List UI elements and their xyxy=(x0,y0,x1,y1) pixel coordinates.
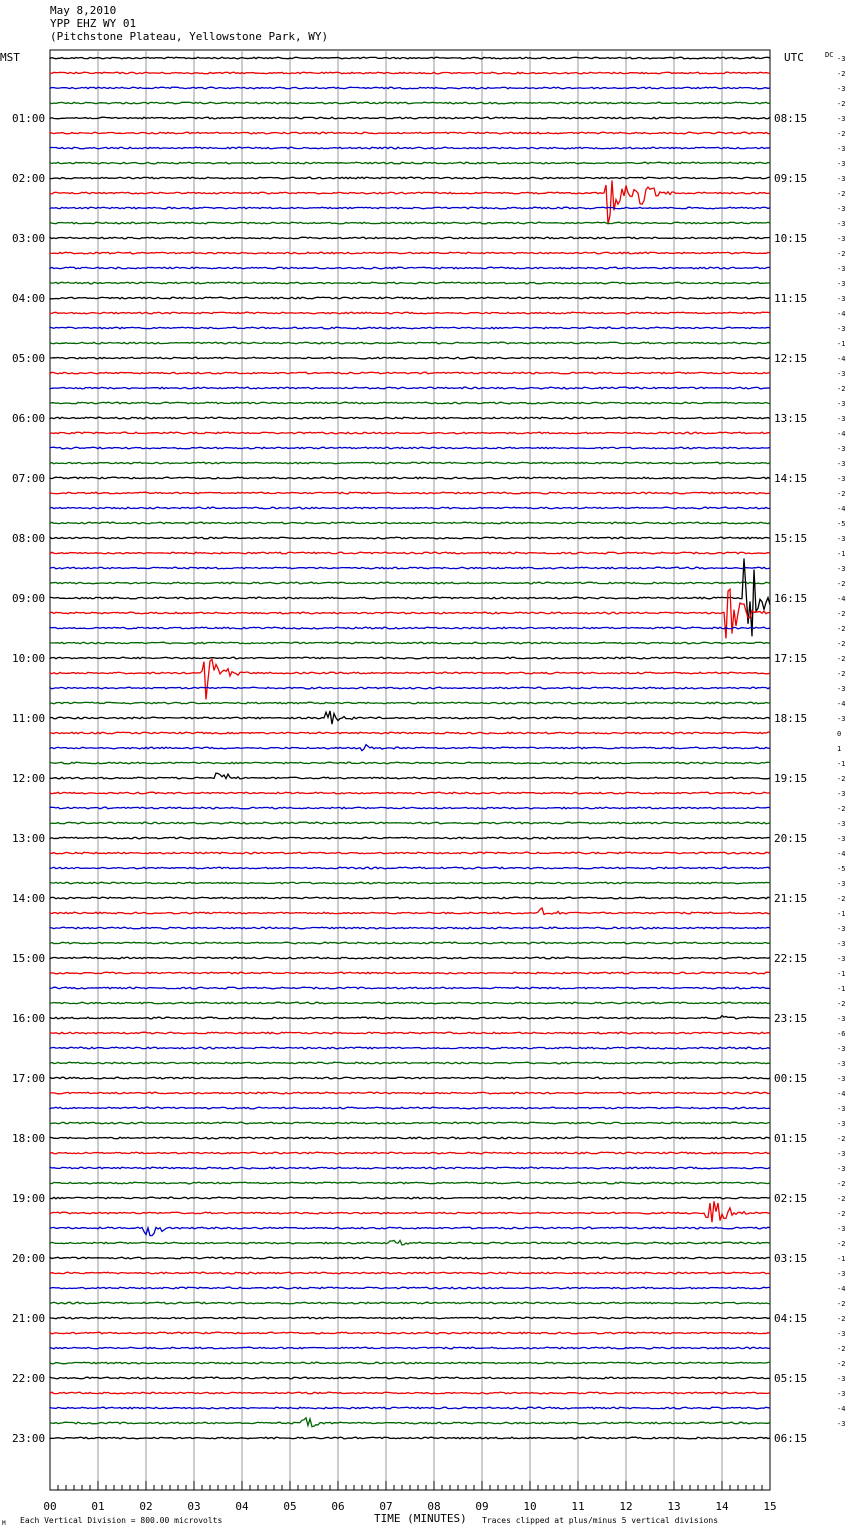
dc-offset-label: -2 xyxy=(837,625,846,633)
dc-offset-label: -3 xyxy=(837,445,846,453)
trace-row-42 xyxy=(50,687,770,689)
left-hour-labels xyxy=(12,112,45,1445)
dc-offset-label: -2 xyxy=(837,895,846,903)
footer-scale: Each Vertical Division = 800.00 microvolts xyxy=(20,1516,223,1525)
dc-offset-label: -3 xyxy=(837,325,846,333)
x-tick-label-09: 09 xyxy=(475,1500,489,1513)
x-tick-label-13: 13 xyxy=(667,1500,681,1513)
right-hour-label-9: 17:15 xyxy=(774,652,808,665)
dc-offset-label: -3 xyxy=(837,955,846,963)
dc-offset-label: -1 xyxy=(837,910,846,918)
trace-row-21 xyxy=(50,372,770,374)
trace-row-55 xyxy=(50,882,770,884)
trace-row-47 xyxy=(50,762,770,764)
trace-row-87 xyxy=(50,1362,770,1364)
trace-row-74 xyxy=(50,1167,770,1169)
trace-row-20 xyxy=(50,357,770,359)
right-hour-label-8: 16:15 xyxy=(774,592,808,605)
left-zone-label: MST xyxy=(0,51,20,64)
trace-row-50 xyxy=(50,807,770,809)
x-tick-label-04: 04 xyxy=(235,1500,249,1513)
trace-row-36 xyxy=(50,559,770,637)
dc-offset-label: -2 xyxy=(837,1300,846,1308)
x-tick-label-11: 11 xyxy=(571,1500,585,1513)
dc-offset-label: -3 xyxy=(837,205,846,213)
trace-row-64 xyxy=(50,1016,770,1019)
left-hour-label-10: 11:00 xyxy=(12,712,46,725)
dc-offset-label: -2 xyxy=(837,655,846,663)
dc-offset-label: -2 xyxy=(837,70,846,78)
trace-row-75 xyxy=(50,1182,770,1184)
dc-offset-label: -3 xyxy=(837,1150,846,1158)
dc-offset-label: -3 xyxy=(837,1390,846,1398)
trace-row-63 xyxy=(50,1002,770,1004)
left-hour-label-8: 09:00 xyxy=(12,592,46,605)
trace-row-35 xyxy=(50,582,770,584)
dc-offset-label: -3 xyxy=(837,265,846,273)
dc-offset-label: -3 xyxy=(837,1075,846,1083)
dc-offset-label: -5 xyxy=(837,520,846,528)
x-axis xyxy=(43,1481,776,1513)
dc-offset-label: -1 xyxy=(837,985,846,993)
right-hour-label-22: 06:15 xyxy=(774,1432,808,1445)
right-hour-label-18: 02:15 xyxy=(774,1192,808,1205)
dc-offset-label: -3 xyxy=(837,85,846,93)
x-axis-title: TIME (MINUTES) xyxy=(374,1512,467,1525)
trace-row-60 xyxy=(50,957,770,959)
trace-row-18 xyxy=(50,327,770,329)
trace-row-76 xyxy=(50,1197,770,1199)
right-zone-label: UTC xyxy=(784,51,804,64)
trace-row-7 xyxy=(50,162,770,164)
x-tick-label-01: 01 xyxy=(91,1500,105,1513)
dc-offset-label: -3 xyxy=(837,1165,846,1173)
x-tick-label-08: 08 xyxy=(427,1500,441,1513)
right-hour-label-5: 13:15 xyxy=(774,412,808,425)
dc-offset-label: -2 xyxy=(837,1195,846,1203)
trace-row-16 xyxy=(50,297,770,299)
trace-row-84 xyxy=(50,1317,770,1319)
dc-offset-label: -3 xyxy=(837,1420,846,1428)
right-hour-label-11: 19:15 xyxy=(774,772,808,785)
trace-row-92 xyxy=(50,1437,770,1439)
dc-offset-label: -3 xyxy=(837,1045,846,1053)
trace-row-73 xyxy=(50,1152,770,1154)
trace-row-58 xyxy=(50,927,770,929)
trace-row-14 xyxy=(50,267,770,269)
trace-row-52 xyxy=(50,837,770,839)
right-hour-label-7: 15:15 xyxy=(774,532,808,545)
trace-row-86 xyxy=(50,1347,770,1349)
trace-row-1 xyxy=(50,72,770,74)
left-hour-label-7: 08:00 xyxy=(12,532,46,545)
trace-row-83 xyxy=(50,1302,770,1304)
chart-header-station: YPP EHZ WY 01 xyxy=(50,17,137,30)
trace-row-17 xyxy=(50,312,770,314)
dc-offset-label: -2 xyxy=(837,1315,846,1323)
trace-row-77 xyxy=(50,1201,770,1222)
trace-row-39 xyxy=(50,642,770,644)
left-hour-label-9: 10:00 xyxy=(12,652,46,665)
trace-row-26 xyxy=(50,447,770,449)
dc-offset-label: -2 xyxy=(837,130,846,138)
trace-row-0 xyxy=(50,57,770,59)
dc-offset-labels xyxy=(837,55,845,1428)
right-hour-labels xyxy=(774,112,807,1445)
trace-row-24 xyxy=(50,417,770,419)
dc-offset-label: -2 xyxy=(837,610,846,618)
trace-row-30 xyxy=(50,507,770,509)
trace-row-53 xyxy=(50,852,770,854)
trace-row-62 xyxy=(50,987,770,989)
dc-header-label: DC xyxy=(825,51,834,59)
trace-row-79 xyxy=(50,1240,770,1245)
dc-offset-label: -2 xyxy=(837,490,846,498)
trace-row-23 xyxy=(50,402,770,404)
trace-row-54 xyxy=(50,867,770,869)
dc-offset-label: -2 xyxy=(837,1000,846,1008)
trace-row-44 xyxy=(50,711,770,724)
trace-row-89 xyxy=(50,1392,770,1394)
right-hour-label-6: 14:15 xyxy=(774,472,808,485)
dc-offset-label: -1 xyxy=(837,1255,846,1263)
x-tick-label-10: 10 xyxy=(523,1500,537,1513)
dc-offset-label: -3 xyxy=(837,940,846,948)
trace-row-3 xyxy=(50,102,770,104)
right-hour-label-3: 11:15 xyxy=(774,292,808,305)
left-hour-label-1: 02:00 xyxy=(12,172,46,185)
trace-row-82 xyxy=(50,1287,770,1289)
trace-row-48 xyxy=(50,773,770,779)
dc-offset-label: -4 xyxy=(837,595,846,603)
dc-offset-label: -2 xyxy=(837,1135,846,1143)
x-tick-label-00: 00 xyxy=(43,1500,57,1513)
dc-offset-label: -3 xyxy=(837,535,846,543)
dc-offset-label: -3 xyxy=(837,175,846,183)
dc-offset-label: -3 xyxy=(837,220,846,228)
trace-row-4 xyxy=(50,117,770,119)
left-hour-label-17: 18:00 xyxy=(12,1132,46,1145)
dc-offset-label: -3 xyxy=(837,115,846,123)
dc-offset-label: -3 xyxy=(837,1225,846,1233)
right-hour-label-13: 21:15 xyxy=(774,892,808,905)
dc-offset-label: -3 xyxy=(837,1105,846,1113)
dc-offset-label: -4 xyxy=(837,700,846,708)
dc-offset-label: -2 xyxy=(837,1180,846,1188)
left-hour-label-21: 22:00 xyxy=(12,1372,46,1385)
x-tick-label-15: 15 xyxy=(763,1500,777,1513)
x-tick-label-07: 07 xyxy=(379,1500,393,1513)
right-hour-label-10: 18:15 xyxy=(774,712,808,725)
x-tick-label-05: 05 xyxy=(283,1500,297,1513)
dc-offset-label: -3 xyxy=(837,835,846,843)
left-hour-label-12: 13:00 xyxy=(12,832,46,845)
left-hour-label-18: 19:00 xyxy=(12,1192,46,1205)
trace-row-66 xyxy=(50,1047,770,1049)
left-hour-label-3: 04:00 xyxy=(12,292,46,305)
dc-offset-label: -1 xyxy=(837,340,846,348)
dc-offset-label: -3 xyxy=(837,820,846,828)
dc-offset-label: -4 xyxy=(837,1090,846,1098)
left-hour-label-14: 15:00 xyxy=(12,952,46,965)
dc-offset-label: -4 xyxy=(837,355,846,363)
trace-row-91 xyxy=(50,1418,770,1427)
dc-offset-label: -3 xyxy=(837,370,846,378)
footer-clip-note: Traces clipped at plus/minus 5 vertical divisions xyxy=(482,1516,719,1525)
trace-row-72 xyxy=(50,1137,770,1139)
trace-row-46 xyxy=(50,745,770,751)
dc-offset-label: -3 xyxy=(837,1015,846,1023)
dc-offset-label: -2 xyxy=(837,640,846,648)
dc-offset-label: -3 xyxy=(837,1330,846,1338)
trace-row-80 xyxy=(50,1257,770,1259)
trace-row-41 xyxy=(50,659,770,699)
left-hour-label-13: 14:00 xyxy=(12,892,46,905)
trace-row-38 xyxy=(50,627,770,629)
dc-offset-label: -2 xyxy=(837,1345,846,1353)
right-hour-label-21: 05:15 xyxy=(774,1372,808,1385)
trace-row-34 xyxy=(50,567,770,569)
dc-offset-label: -3 xyxy=(837,295,846,303)
left-hour-label-15: 16:00 xyxy=(12,1012,46,1025)
dc-offset-label: -3 xyxy=(837,1375,846,1383)
dc-offset-label: -3 xyxy=(837,1120,846,1128)
dc-offset-label: -4 xyxy=(837,1285,846,1293)
right-hour-label-4: 12:15 xyxy=(774,352,808,365)
trace-row-2 xyxy=(50,87,770,89)
trace-row-57 xyxy=(50,908,770,915)
dc-offset-label: -5 xyxy=(837,865,846,873)
right-hour-label-20: 04:15 xyxy=(774,1312,808,1325)
x-tick-label-14: 14 xyxy=(715,1500,729,1513)
left-hour-label-2: 03:00 xyxy=(12,232,46,245)
trace-row-15 xyxy=(50,282,770,284)
dc-offset-label: -3 xyxy=(837,235,846,243)
dc-offset-label: -2 xyxy=(837,100,846,108)
trace-row-32 xyxy=(50,537,770,539)
left-hour-label-16: 17:00 xyxy=(12,1072,46,1085)
dc-offset-label: 1 xyxy=(837,745,842,753)
trace-row-22 xyxy=(50,387,770,389)
footer-mark: M xyxy=(2,1520,6,1527)
right-hour-label-0: 08:15 xyxy=(774,112,808,125)
left-hour-label-19: 20:00 xyxy=(12,1252,46,1265)
left-hour-label-6: 07:00 xyxy=(12,472,46,485)
dc-offset-label: -3 xyxy=(837,280,846,288)
dc-offset-label: -2 xyxy=(837,250,846,258)
right-hour-label-19: 03:15 xyxy=(774,1252,808,1265)
trace-row-65 xyxy=(50,1032,770,1034)
dc-offset-label: -3 xyxy=(837,415,846,423)
left-hour-label-4: 05:00 xyxy=(12,352,46,365)
dc-offset-label: -4 xyxy=(837,850,846,858)
right-hour-label-2: 10:15 xyxy=(774,232,808,245)
dc-offset-label: -3 xyxy=(837,160,846,168)
dc-offset-label: -2 xyxy=(837,1240,846,1248)
trace-row-43 xyxy=(50,702,770,704)
dc-offset-label: -2 xyxy=(837,775,846,783)
chart-header-date: May 8,2010 xyxy=(50,4,117,17)
trace-row-10 xyxy=(50,207,770,209)
trace-row-67 xyxy=(50,1062,770,1064)
trace-row-8 xyxy=(50,177,770,179)
right-hour-label-12: 20:15 xyxy=(774,832,808,845)
dc-offset-label: -3 xyxy=(837,475,846,483)
trace-row-28 xyxy=(50,477,770,479)
dc-offset-label: -1 xyxy=(837,760,846,768)
dc-offset-label: -3 xyxy=(837,685,846,693)
dc-offset-label: -3 xyxy=(837,145,846,153)
dc-offset-label: -3 xyxy=(837,55,846,63)
dc-offset-label: -3 xyxy=(837,1060,846,1068)
right-hour-label-1: 09:15 xyxy=(774,172,808,185)
trace-row-27 xyxy=(50,462,770,464)
right-hour-label-15: 23:15 xyxy=(774,1012,808,1025)
trace-row-31 xyxy=(50,522,770,524)
dc-offset-label: -4 xyxy=(837,1405,846,1413)
trace-row-37 xyxy=(50,589,770,638)
right-hour-label-16: 00:15 xyxy=(774,1072,808,1085)
dc-offset-label: -3 xyxy=(837,880,846,888)
dc-offset-label: -3 xyxy=(837,790,846,798)
x-tick-label-12: 12 xyxy=(619,1500,633,1513)
trace-row-13 xyxy=(50,252,770,254)
trace-row-40 xyxy=(50,657,770,659)
trace-row-29 xyxy=(50,492,770,494)
trace-row-69 xyxy=(50,1092,770,1094)
dc-offset-label: -2 xyxy=(837,1360,846,1368)
trace-row-61 xyxy=(50,972,770,974)
x-tick-label-03: 03 xyxy=(187,1500,201,1513)
dc-offset-label: -2 xyxy=(837,1210,846,1218)
trace-row-85 xyxy=(50,1332,770,1334)
trace-row-11 xyxy=(50,222,770,224)
trace-row-70 xyxy=(50,1107,770,1109)
trace-row-81 xyxy=(50,1272,770,1274)
dc-offset-label: -2 xyxy=(837,190,846,198)
dc-offset-label: -2 xyxy=(837,580,846,588)
trace-group xyxy=(50,57,770,1439)
trace-row-19 xyxy=(50,342,770,344)
dc-offset-label: -4 xyxy=(837,430,846,438)
trace-row-88 xyxy=(50,1377,770,1379)
trace-row-68 xyxy=(50,1077,770,1079)
x-tick-label-06: 06 xyxy=(331,1500,345,1513)
trace-row-9 xyxy=(50,180,770,224)
trace-row-51 xyxy=(50,822,770,824)
trace-row-25 xyxy=(50,432,770,434)
trace-row-56 xyxy=(50,897,770,899)
left-hour-label-22: 23:00 xyxy=(12,1432,46,1445)
left-hour-label-11: 12:00 xyxy=(12,772,46,785)
trace-row-90 xyxy=(50,1407,770,1409)
x-tick-label-02: 02 xyxy=(139,1500,153,1513)
dc-offset-label: -1 xyxy=(837,970,846,978)
chart-header-location: (Pitchstone Plateau, Yellowstone Park, WY) xyxy=(50,30,329,43)
dc-offset-label: -3 xyxy=(837,400,846,408)
dc-offset-label: -4 xyxy=(837,310,846,318)
dc-offset-label: -2 xyxy=(837,670,846,678)
dc-offset-label: -3 xyxy=(837,1270,846,1278)
left-hour-label-5: 06:00 xyxy=(12,412,46,425)
dc-offset-label: -3 xyxy=(837,565,846,573)
left-hour-label-0: 01:00 xyxy=(12,112,46,125)
trace-row-6 xyxy=(50,147,770,149)
right-hour-label-14: 22:15 xyxy=(774,952,808,965)
dc-offset-label: -2 xyxy=(837,805,846,813)
trace-row-71 xyxy=(50,1122,770,1124)
trace-row-33 xyxy=(50,552,770,554)
trace-row-45 xyxy=(50,732,770,734)
dc-offset-label: -3 xyxy=(837,460,846,468)
trace-row-59 xyxy=(50,942,770,944)
trace-row-78 xyxy=(50,1227,770,1235)
left-hour-label-20: 21:00 xyxy=(12,1312,46,1325)
right-hour-label-17: 01:15 xyxy=(774,1132,808,1145)
dc-offset-label: 0 xyxy=(837,730,842,738)
dc-offset-label: -3 xyxy=(837,925,846,933)
dc-offset-label: -6 xyxy=(837,1030,846,1038)
dc-offset-label: -2 xyxy=(837,385,846,393)
dc-offset-label: -1 xyxy=(837,550,846,558)
trace-row-12 xyxy=(50,237,770,239)
dc-offset-label: -4 xyxy=(837,505,846,513)
dc-offset-label: -3 xyxy=(837,715,846,723)
trace-row-49 xyxy=(50,792,770,794)
trace-row-5 xyxy=(50,132,770,134)
